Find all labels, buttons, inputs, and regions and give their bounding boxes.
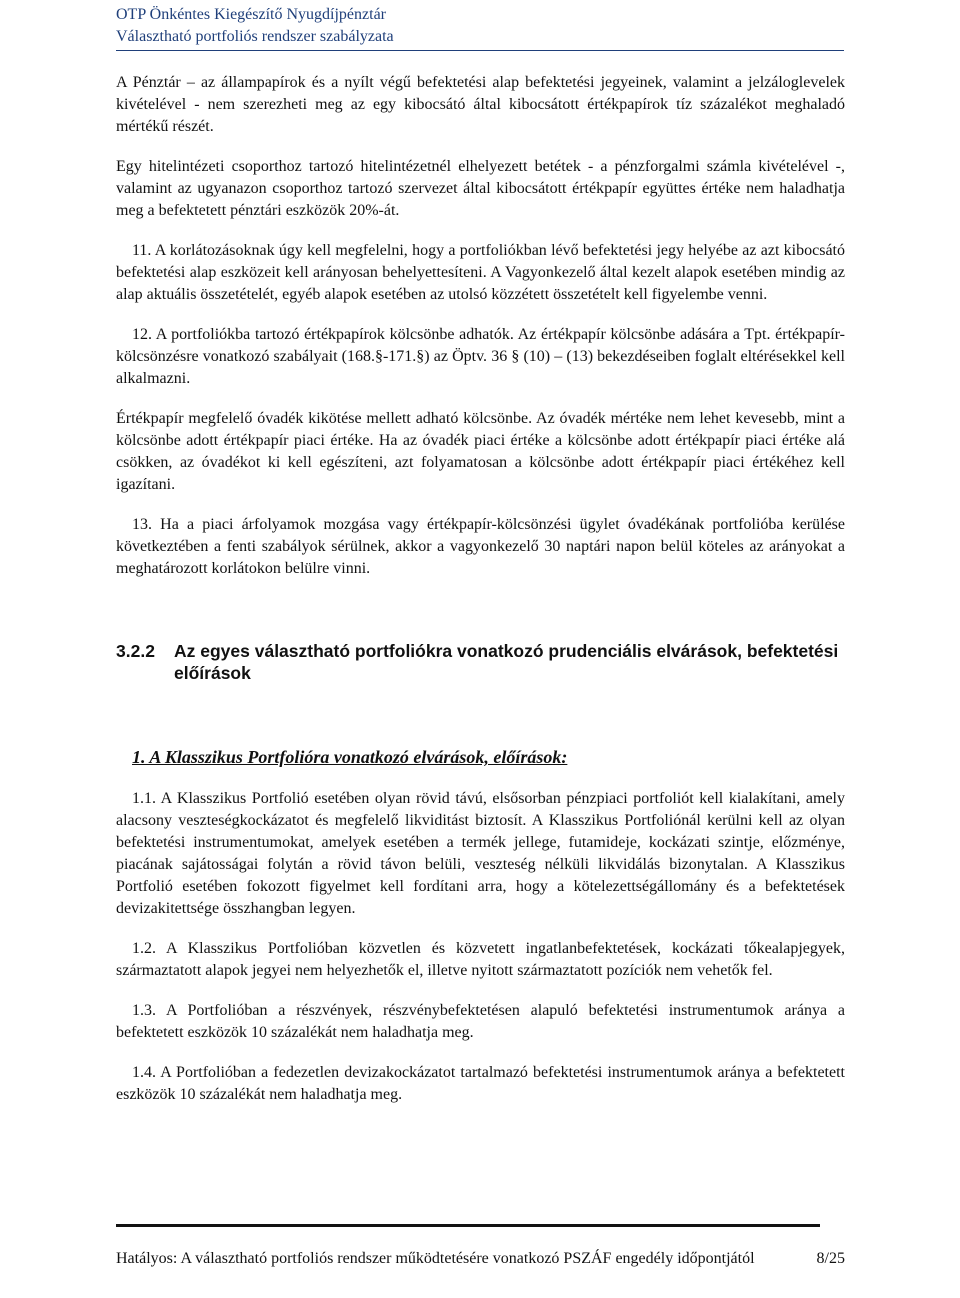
document-body <box>116 72 845 1106</box>
item-1-4: 1.4. A Portfolióban a fedezetlen devizakockázatot tartalmazó befektetési instrumentumok aránya a befektetett eszközök 10 százalékát nem haladhatja meg. <box>116 1064 845 1103</box>
paragraph-rule-11: 11. A korlátozásoknak úgy kell megfelelni, hogy a portfoliókban lévő befektetési jegy helyébe az azt kibocsátó befektetési alap eszközeit kell arányosan behelyettesíteni. A Vagyonkezelő által kezelt alapok esetében mindig az alap aktuális összetételét, egyéb alapok esetében az utolsó közzétett összetételt kell figyelembe venni. <box>116 242 845 303</box>
section-number: 3.2.2 <box>116 641 155 661</box>
paragraph-deposit-limit: Egy hitelintézeti csoporthoz tartozó hitelintézetnél elhelyezett betétek - a pénzforgalmi számla kivételével -, valamint az ugyanazon csoporthoz tartozó szervezet által kibocsátott értékpapír együttes értéke nem haladhatja meg a befektetett pénztári eszközök 20%-át. <box>116 158 845 219</box>
page-number: 8/25 <box>816 1250 845 1267</box>
item-1-1: 1.1. A Klasszikus Portfolió esetében olyan rövid távú, elsősorban pénzpiaci portfoliót kell kialakítani, amely alacsony veszteségkockázatot és megfelelő likviditást biztosít. A Klasszikus Portfoliónál kerülni kell az olyan befektetési instrumentumokat, amelyek esetében a termék jellege, futamideje, kockázati szintje, előzménye, piacának sajátosságai folytán a rövid távon belüli, veszteség nélküli likvidálás bizonytalan. A Klasszikus Portfolió esetében fokozott figyelmet kell fordítani arra, hogy a kötelezettségállomány és a befektetések devizakitettsége összhangban legyen. <box>116 790 845 917</box>
header-document-title: Választható portfoliós rendszer szabályzata <box>116 28 394 45</box>
item-1-3: 1.3. A Portfolióban a részvények, részvénybefektetésen alapuló befektetési instrumentumok aránya a befektetett eszközök 10 százalékát nem haladhatja meg. <box>116 1002 845 1041</box>
footer-divider <box>116 1224 820 1227</box>
paragraph-rule-12: 12. A portfoliókba tartozó értékpapírok kölcsönbe adhatók. Az értékpapír kölcsönbe adására a Tpt. értékpapír-kölcsönzésre vonatkozó szabályait (168.§-171.§) az Öptv. 36 § (10) – (13) bekezdéseiben foglalt eltérésekkel kell alkalmazni. <box>116 326 845 387</box>
header-divider <box>116 50 844 51</box>
page-footer <box>116 1248 845 1270</box>
section-heading <box>116 640 845 684</box>
header-fund-name: OTP Önkéntes Kiegészítő Nyugdíjpénztár <box>116 6 387 23</box>
paragraph-issuer-limit: A Pénztár – az állampapírok és a nyílt végű befektetési alap befektetési jegyeinek, valamint a jelzáloglevelek kivételével - nem szerezheti meg az egy kibocsátó által kibocsátott értékpapírok tíz százalékot meghaladó mértékű részét. <box>116 74 845 135</box>
footer-effective-text: Hatályos: A választható portfoliós rendszer működtetésére vonatkozó PSZÁF engedély időpontjától <box>116 1250 755 1267</box>
paragraph-collateral: Értékpapír megfelelő óvadék kikötése mellett adható kölcsönbe. Az óvadék mértéke nem lehet kevesebb, mint a kölcsönbe adott értékpapír piaci értéke. Ha az óvadék piaci értéke a kölcsönbe adott értékpapír piaci értéke alá csökken, az óvadékot ki kell egészíteni, azt folyamatosan a kölcsönbe adott értékpapír piaci értékéhez kell igazítani. <box>116 410 845 493</box>
item-1-2: 1.2. A Klasszikus Portfolióban közvetlen és közvetett ingatlanbefektetések, kockázati tőkealapjegyek, származtatott alapok jegyei nem helyezhetők el, illetve nyitott származtatott pozíciók nem vehetők fel. <box>116 940 845 979</box>
section-title: Az egyes választható portfoliókra vonatkozó prudenciális elvárások, befektetési előírások <box>174 641 839 683</box>
subsection-heading: 1. A Klasszikus Portfolióra vonatkozó elvárások, előírások: <box>132 747 568 767</box>
paragraph-rule-13: 13. Ha a piaci árfolyamok mozgása vagy értékpapír-kölcsönzési ügylet óvadékának portfolióba kerülése következtében a fenti szabályok sérülnek, akkor a vagyonkezelő 30 naptári napon belül köteles az arányokat a meghatározott korlátokon belülre vinni. <box>116 516 845 577</box>
page-header <box>116 4 394 48</box>
